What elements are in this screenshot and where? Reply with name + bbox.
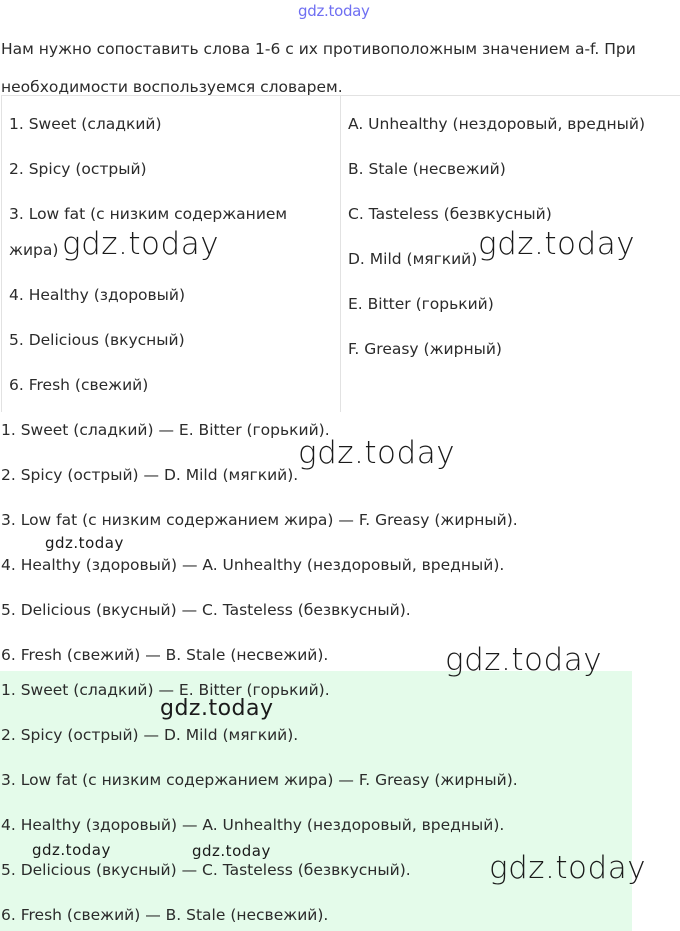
answer-line: 4. Healthy (здоровый) — A. Unhealthy (нездоровый, вредный). xyxy=(1,816,505,834)
highlighted-answer-box xyxy=(0,671,632,931)
watermark: gdz.today xyxy=(160,696,274,721)
word-item: 4. Healthy (здоровый) xyxy=(9,286,186,304)
watermark: gdz.today xyxy=(445,642,603,678)
watermark: gdz.today xyxy=(478,226,636,262)
opposite-item: F. Greasy (жирный) xyxy=(348,340,502,358)
watermark: gdz.today xyxy=(298,435,456,471)
opposite-item: C. Tasteless (безвкусный) xyxy=(348,205,552,223)
answer-line: 5. Delicious (вкусный) — C. Tasteless (безвкусный). xyxy=(1,601,411,619)
watermark: gdz.today xyxy=(489,850,647,886)
opposite-item: A. Unhealthy (нездоровый, вредный) xyxy=(348,115,646,133)
task-intro: Нам нужно сопоставить слова 1-6 с их противоположным значением a-f. При необходимости воспользуемся словарем. xyxy=(1,40,636,96)
word-item: 6. Fresh (свежий) xyxy=(9,376,149,394)
answer-line: 3. Low fat (с низким содержанием жира) — F. Greasy (жирный). xyxy=(1,511,518,529)
answer-line: 2. Spicy (острый) — D. Mild (мягкий). xyxy=(1,466,299,484)
answer-line: 1. Sweet (сладкий) — E. Bitter (горький). xyxy=(1,421,330,439)
opposite-item: D. Mild (мягкий) xyxy=(348,250,478,268)
answer-line: 1. Sweet (сладкий) — E. Bitter (горький). xyxy=(1,681,330,699)
answer-line: 5. Delicious (вкусный) — C. Tasteless (безвкусный). xyxy=(1,861,411,879)
word-item: 5. Delicious (вкусный) xyxy=(9,331,185,349)
opposite-item: B. Stale (несвежий) xyxy=(348,160,506,178)
watermark: gdz.today xyxy=(192,842,271,860)
answer-line: 6. Fresh (свежий) — B. Stale (несвежий). xyxy=(1,646,329,664)
word-item: 2. Spicy (острый) xyxy=(9,160,147,178)
word-item: 1. Sweet (сладкий) xyxy=(9,115,162,133)
watermark: gdz.today xyxy=(62,226,220,262)
watermark: gdz.today xyxy=(45,534,124,552)
opposite-item: E. Bitter (горький) xyxy=(348,295,494,313)
site-logo[interactable]: gdz.today xyxy=(298,2,370,20)
answer-line: 4. Healthy (здоровый) — A. Unhealthy (нездоровый, вредный). xyxy=(1,556,505,574)
word-item: 3. Low fat (с низким содержанием жира) xyxy=(9,205,288,259)
watermark: gdz.today xyxy=(32,841,111,859)
answer-line: 2. Spicy (острый) — D. Mild (мягкий). xyxy=(1,726,299,744)
answer-line: 3. Low fat (с низким содержанием жира) — F. Greasy (жирный). xyxy=(1,771,518,789)
answer-line: 6. Fresh (свежий) — B. Stale (несвежий). xyxy=(1,906,329,924)
